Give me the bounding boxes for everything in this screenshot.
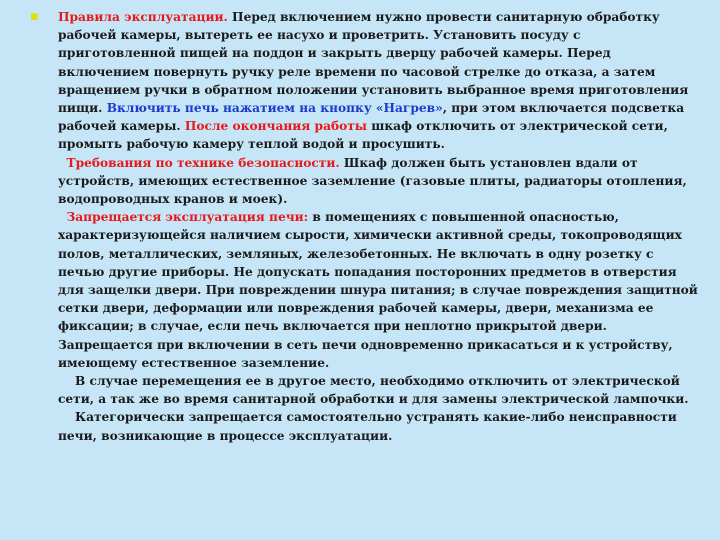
safety-requirements-text: Шкаф должен быть установлен вдали от устройств, имеющих естественное заземление (газовые плиты, радиаторы отопления, водопроводных кранов и моек). xyxy=(58,155,687,207)
paragraph-grounding-warning: Запрещается при включении в сеть печи одновременно прикасаться и к устройству, имеющему естественное заземление. xyxy=(58,337,673,370)
paragraph-safety-requirements xyxy=(58,154,698,209)
after-work-phrase: После окончания работы xyxy=(184,119,368,134)
operation-rules-text-2: , при этом включается подсветка рабочей камеры. xyxy=(58,101,685,134)
prohibited-operation-heading: Запрещается эксплуатация печи: xyxy=(66,210,309,225)
operation-rules-heading: Правила эксплуатации. xyxy=(58,10,228,24)
prohibited-operation-text: в помещениях с повышенной опасностью, характеризующейся наличием сырости, химически активной среды, токопроводящих полов, металлических, земляных, железобетонных. Не включать в одну розетку с печью другие приборы. Не допускать попадания посторонних предметов в отверстия для защелки двери. При повреждении шнура питания; в случае повреждения защитной сетки двери, деформации или повреждения рабочей камеры, двери, механизма ее фиксации; в случае, если печь включается при неплотно прикрытой двери. xyxy=(58,210,698,334)
safety-requirements-heading: Требования по технике безопасности. xyxy=(66,155,340,170)
paragraph-prohibited-operation xyxy=(58,208,698,335)
heat-button-instruction: Включить печь нажатием на кнопку «Нагрев» xyxy=(106,101,443,116)
paragraph-relocation: В случае перемещения ее в другое место, необходимо отключить от электрической сети, а так же во время санитарной обработки и для замены электрической лампочки. xyxy=(58,374,689,407)
text-content xyxy=(58,8,698,445)
bullet-icon: ▪ xyxy=(30,9,39,24)
operation-rules-text-1: Перед включением нужно провести санитарную обработку рабочей камеры, вытереть ее насухо и проветрить. Установить посуду с приготовленной пищей на поддон и закрыть дверцу рабочей камеры. Перед включением повернуть ручку реле времени по часовой стрелке до отказа, а затем вращением ручки в обратном положении установить выбранное время приготовления пищи. xyxy=(58,10,689,116)
paragraph-operation-rules xyxy=(58,8,698,154)
operation-rules-text-3: шкаф отключить от электрической сети, промыть рабочую камеру теплой водой и просушить. xyxy=(58,119,668,152)
paragraph-self-repair-prohibited: Категорически запрещается самостоятельно устранять какие-либо неисправности печи, возникающие в процессе эксплуатации. xyxy=(58,410,682,443)
